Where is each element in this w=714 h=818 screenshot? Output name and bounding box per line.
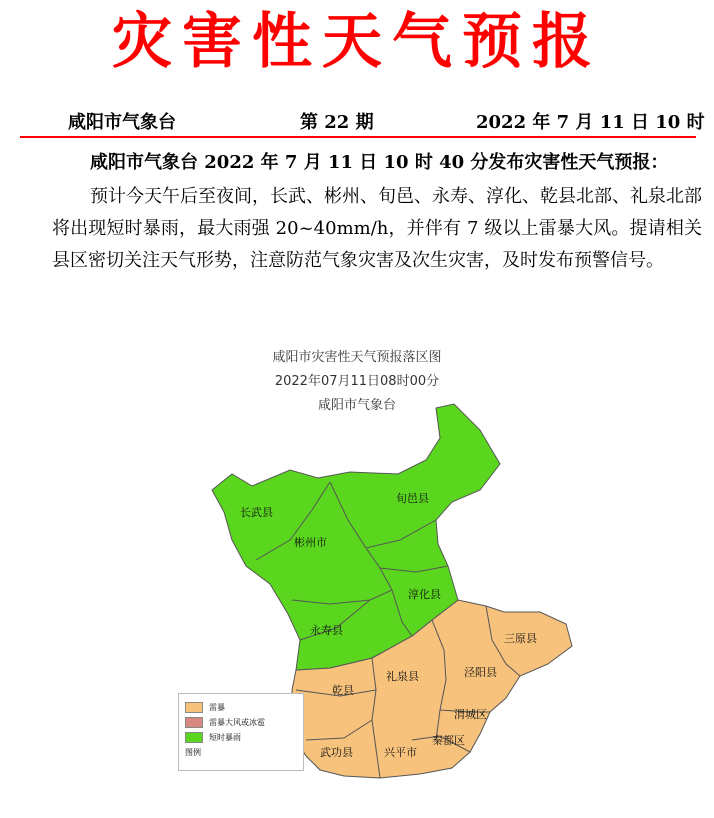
map-label-liquan: 礼泉县 bbox=[386, 670, 419, 683]
legend-label: 雷暴大风或冰雹 bbox=[209, 718, 265, 727]
map-label-jingyang: 泾阳县 bbox=[464, 666, 497, 679]
legend-label: 短时暴雨 bbox=[209, 733, 241, 742]
map-datetime: 2022年07月11日08时00分 bbox=[274, 374, 440, 389]
legend-title: 图例 bbox=[185, 748, 201, 757]
map-label-wugong: 武功县 bbox=[320, 746, 353, 759]
map-label-binzhou: 彬州市 bbox=[294, 536, 327, 549]
map-label-yongshou: 永寿县 bbox=[310, 624, 343, 637]
legend-swatch bbox=[185, 732, 203, 743]
map-label-weicheng: 渭城区 bbox=[454, 708, 487, 721]
legend-item-heavy-rain bbox=[185, 730, 303, 745]
map-label-qianxian: 乾县 bbox=[332, 684, 354, 697]
map-label-qindu: 秦都区 bbox=[432, 734, 465, 747]
legend-item-wind-hail bbox=[185, 715, 303, 730]
legend-swatch bbox=[185, 717, 203, 728]
issue-time: 2022 年 7 月 11 日 10 时 bbox=[476, 112, 705, 133]
legend-swatch bbox=[185, 702, 203, 713]
map-label-chunhua: 淳化县 bbox=[408, 588, 441, 601]
map-label-sanyuan: 三原县 bbox=[504, 632, 537, 645]
forecast-lead: 咸阳市气象台 2022 年 7 月 11 日 10 时 40 分发布灾害性天气预报： bbox=[90, 152, 669, 173]
legend-item-thunder bbox=[185, 700, 303, 715]
map-label-changwu: 长武县 bbox=[240, 506, 273, 519]
legend-label: 雷暴 bbox=[209, 703, 225, 712]
map-legend bbox=[178, 693, 304, 771]
document-title: 灾害性天气预报 bbox=[112, 7, 602, 77]
map-label-xunyi: 旬邑县 bbox=[396, 492, 429, 505]
map-issuer: 咸阳市气象台 bbox=[317, 398, 396, 413]
issue-number: 第 22 期 bbox=[300, 112, 374, 133]
issuer-name: 咸阳市气象台 bbox=[68, 112, 176, 133]
forecast-body: 预计今天午后至夜间，长武、彬州、旬邑、永寿、淳化、乾县北部、礼泉北部将出现短时暴雨，最大雨强 20~40mm/h，并伴有 7 级以上雷暴大风。提请相关县区密切关注天气形势，注意防范气象灾害及次生灾害，及时发布预警信号。 bbox=[52, 186, 702, 271]
map-label-xingping: 兴平市 bbox=[384, 746, 417, 759]
map-title: 咸阳市灾害性天气预报落区图 bbox=[272, 350, 442, 365]
